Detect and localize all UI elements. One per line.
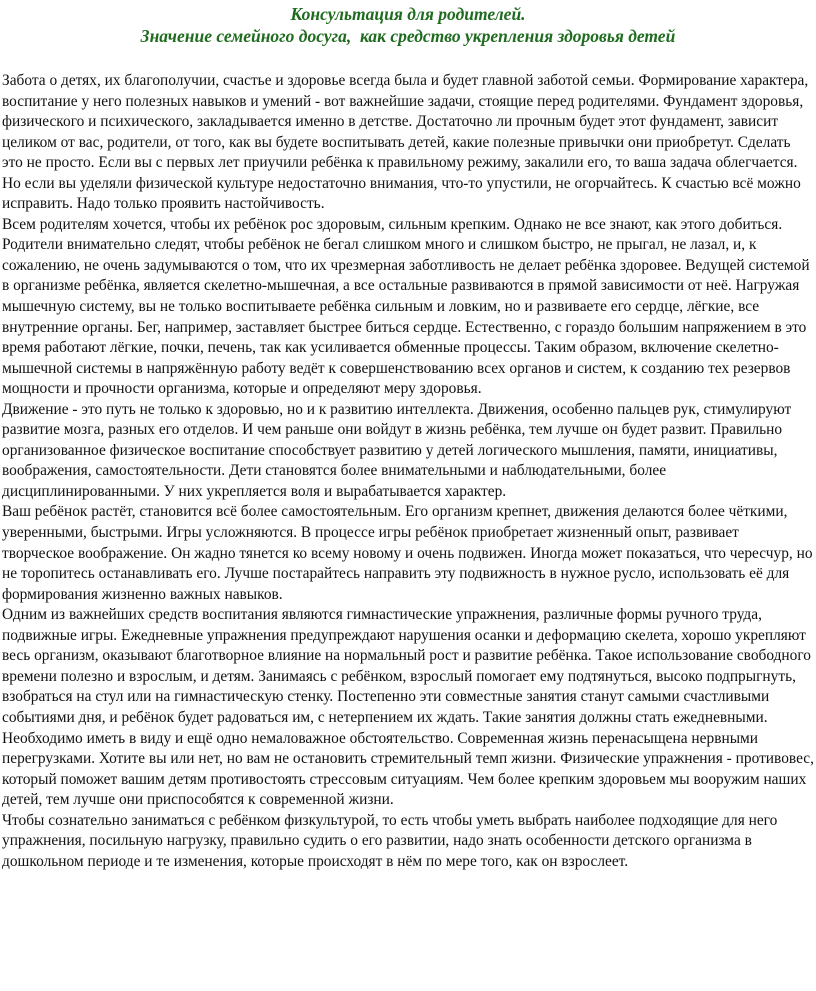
paragraph-5: Одним из важнейших средств воспитания являются гимнастические упражнения, различные формы ручного труда, подвижные игры. Ежедневные упражнения предупреждают нарушения осанки и деформацию скелета, хорошо укрепляют весь организм, оказывают благотворное влияние на нормальный рост и развитие ребёнка. Такое использование свободного времени полезно и взрослым, и детям. Занимаясь с ребёнком, взрослый помогает ему подтянуться, высоко подпрыгнуть, взобраться на стул или на гимнастическую стенку. Постепенно эти совместные занятия станут самыми счастливыми событиями дня, и ребёнок будет радоваться им, с нетерпением их ждать. Такие занятия должны стать ежедневными.	[2, 606, 811, 726]
title-line-2: Значение семейного досуга, как средство укрепления здоровья детей	[140, 26, 676, 46]
paragraph-7: Чтобы сознательно заниматься с ребёнком физкультурой, то есть чтобы уметь выбрать наиболее подходящие для него упражнения, посильную нагрузку, правильно судить о его развитии, надо знать особенности детского организма в дошкольном периоде и те изменения, которые происходят в нём по мере того, как он взрослеет.	[2, 811, 778, 870]
document-body	[2, 71, 814, 872]
paragraph-3: Движение - это путь не только к здоровью, но и к развитию интеллекта. Движения, особенно пальцев рук, стимулируют развитие мозга, разных его отделов. И чем раньше они войдут в жизнь ребёнка, тем лучше он будет развит. Правильно организованное физическое воспитание способствует развитию у детей логического мышления, памяти, инициативы, воображения, самостоятельности. Дети становятся более внимательными и наблюдательными, более дисциплинированными. У них укрепляется воля и вырабатывается характер.	[2, 400, 792, 500]
paragraph-2: Всем родителям хочется, чтобы их ребёнок рос здоровым, сильным крепким. Однако не все знают, как этого добиться. Родители внимательно следят, чтобы ребёнок не бегал слишком много и слишком быстро, не прыгал, не лазал, и, к сожалению, не очень задумываются о том, что их чрезмерная заботливость не делает ребёнка здоровее. Ведущей системой в организме ребёнка, является скелетно-мышечная, а все остальные развиваются в прямой зависимости от неё. Нагружая мышечную систему, вы не только воспитываете ребёнка сильным и ловким, но и развиваете его сердце, лёгкие, все внутренние органы. Бег, например, заставляет быстрее биться сердце. Естественно, с гораздо большим напряжением в это время работают лёгкие, почки, печень, так как усиливается обменные процессы. Таким образом, включение скелетно-мышечной системы в напряжённую работу ведёт к совершенствованию всех органов и систем, к созданию тех резервов мощности и прочности организма, которые и определяют меру здоровья.	[2, 215, 810, 398]
title-line-1: Консультация для родителей.	[290, 4, 526, 24]
document-title	[0, 3, 816, 47]
paragraph-4: Ваш ребёнок растёт, становится всё более самостоятельным. Его организм крепнет, движения делаются более чёткими, уверенными, быстрыми. Игры усложняются. В процессе игры ребёнок приобретает жизненный опыт, развивает творческое воображение. Он жадно тянется ко всему новому и очень подвижен. Иногда может показаться, что чересчур, но не торопитесь останавливать его. Лучше постарайтесь направить эту подвижность в нужное русло, использовать её для формирования жизненно важных навыков.	[2, 503, 813, 603]
paragraph-6: Необходимо иметь в виду и ещё одно немаловажное обстоятельство. Современная жизнь перенасыщена нервными перегрузками. Хотите вы или нет, но вам не остановить стремительный темп жизни. Физические упражнения - противовес, который поможет вашим детям противостоять стрессовым ситуациям. Чем более крепким здоровьем мы вооружим наших детей, тем лучше они приспособятся к современной жизни.	[2, 729, 814, 809]
paragraph-1: Забота о детях, их благополучии, счастье и здоровье всегда была и будет главной заботой семьи. Формирование характера, воспитание у него полезных навыков и умений - вот важнейшие задачи, стоящие перед родителями. Фундамент здоровья, физического и психического, закладывается именно в детстве. Достаточно ли прочным будет этот фундамент, зависит целиком от вас, родители, от того, как вы будете воспитывать детей, какие полезные привычки они приобретут. Сделать это не просто. Если вы с первых лет приучили ребёнка к правильному режиму, закалили его, то ваша задача облегчается. Но если вы уделяли физической культуре недостаточно внимания, что-то упустили, не огорчайтесь. К счастью всё можно исправить. Надо только проявить настойчивость.	[2, 72, 809, 213]
